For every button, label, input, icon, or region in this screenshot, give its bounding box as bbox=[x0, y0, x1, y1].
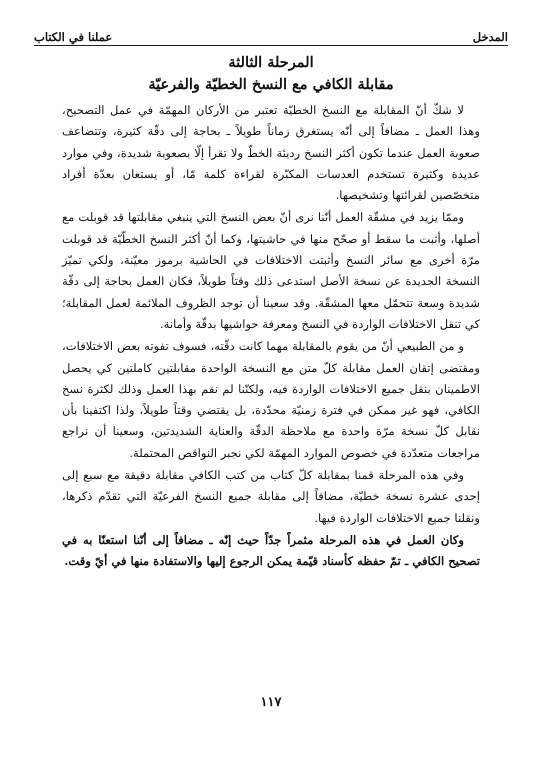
paragraph-3: و من الطبيعي أنّ من يقوم بالمقابلة مهما كانت دقّته، فسوف تفوته بعض الاختلافات، ومقتضى إتقان العمل مقابلة كلّ متن مع النسخة الواحدة مقابلتين كاملتين كي يحصل الاطمينان بنقل جميع الاختلافات الواردة فيه، ولكنّنا لم نقم بهذا العمل وذلك لكثرة نسخ الكافي، فهو غير ممكن في فترة زمنيّة محدّدة، بل يقتضي وقتاً طويلاً، ولذا اكتفينا بأن نقابل كلّ نسخة مرّة واحدة مع ملاحظة الدقّة والعناية الشديدتين، وسعينا أن نراجع مراجعات متعدّدة في خصوص الموارد المهمّة لكي نجبر النواقص المحتملة. bbox=[62, 339, 480, 460]
paragraph-5: وكان العمل في هذه المرحلة مثمراً جدّاً حيث إنّه ـ مضافاً إلى أنّنا استعنّا به في تصحيح الكافي ـ تمّ حفظه كأسناد قيّمة يمكن الرجوع إليها والاستفادة منها في أيّ وقت. bbox=[62, 532, 480, 569]
page-number: ١١٧ bbox=[260, 695, 282, 710]
header-divider bbox=[34, 45, 508, 46]
paragraph-4: وفي هذه المرحلة قمنا بمقابلة كلّ كتاب من كتب الكافي مقابلة دقيقة مع سبع إلى إحدى عشرة نسخة خطيّة، مضافاً إلى مقابلة جميع النسخ الفرعيّة التي تقدّم ذكرها، ونقلنا جميع الاختلافات الواردة فيها. bbox=[62, 468, 480, 525]
header-chapter-title: المدخل bbox=[472, 30, 508, 44]
running-header bbox=[34, 26, 508, 44]
section-title: المرحلة الثالثة bbox=[228, 54, 314, 71]
page-body bbox=[62, 52, 480, 574]
header-section-title: عملنا في الكتاب bbox=[34, 30, 113, 44]
paragraph-1: لا شكّ أنّ المقابلة مع النسخ الخطيّة تعتبر من الأركان المهمّة في عمل التصحيح، وهذا العمل ـ مضافاً إلى أنّه يستغرق زماناً طويلاً ـ بحاجة إلى دقّة كثيرة، وتتضاعف صعوبة العمل عندما تكون أكثر النسخ رديئة الخطّ ولا تقرأ إلّا بصعوبة شديدة، وفي موارد عديدة وكثيرة تستخدم العدسات المكبّرة لقراءة كلمة مّا، أو يستعان بعدّة أفراد متخصّصين لقرائتها وتشخيصها. bbox=[62, 103, 480, 203]
paragraph-2: وممّا يزيد في مشقّة العمل أنّنا نرى أنّ بعض النسخ التي ينبغي مقابلتها قد قوبلت مع أصلها، وأثبت ما سقط أو صحّح منها في حاشيتها، وكما أنّ أكثر النسخ الخطّيّة قد قوبلت مرّة أخرى مع سائر النسخ وأثبتت الاختلافات في الحاشية برموز معيّنة، ولكي تميّز النسخة الجديدة عن نسخة الأصل استدعى ذلك وقتاً طويلاً، فكان العمل بحاجة إلى دقّة شديدة وسعة تتحمّل معها المشقّة. وقد سعينا أن توجد الظروف الملائمة لعمل المقابلة؛ كي تنقل الاختلافات الواردة في النسخ ومعرفة حواشيها بدقّة وأمانة. bbox=[62, 210, 480, 331]
section-subtitle: مقابلة الكافي مع النسخ الخطيّة والفرعيّة bbox=[148, 76, 394, 93]
